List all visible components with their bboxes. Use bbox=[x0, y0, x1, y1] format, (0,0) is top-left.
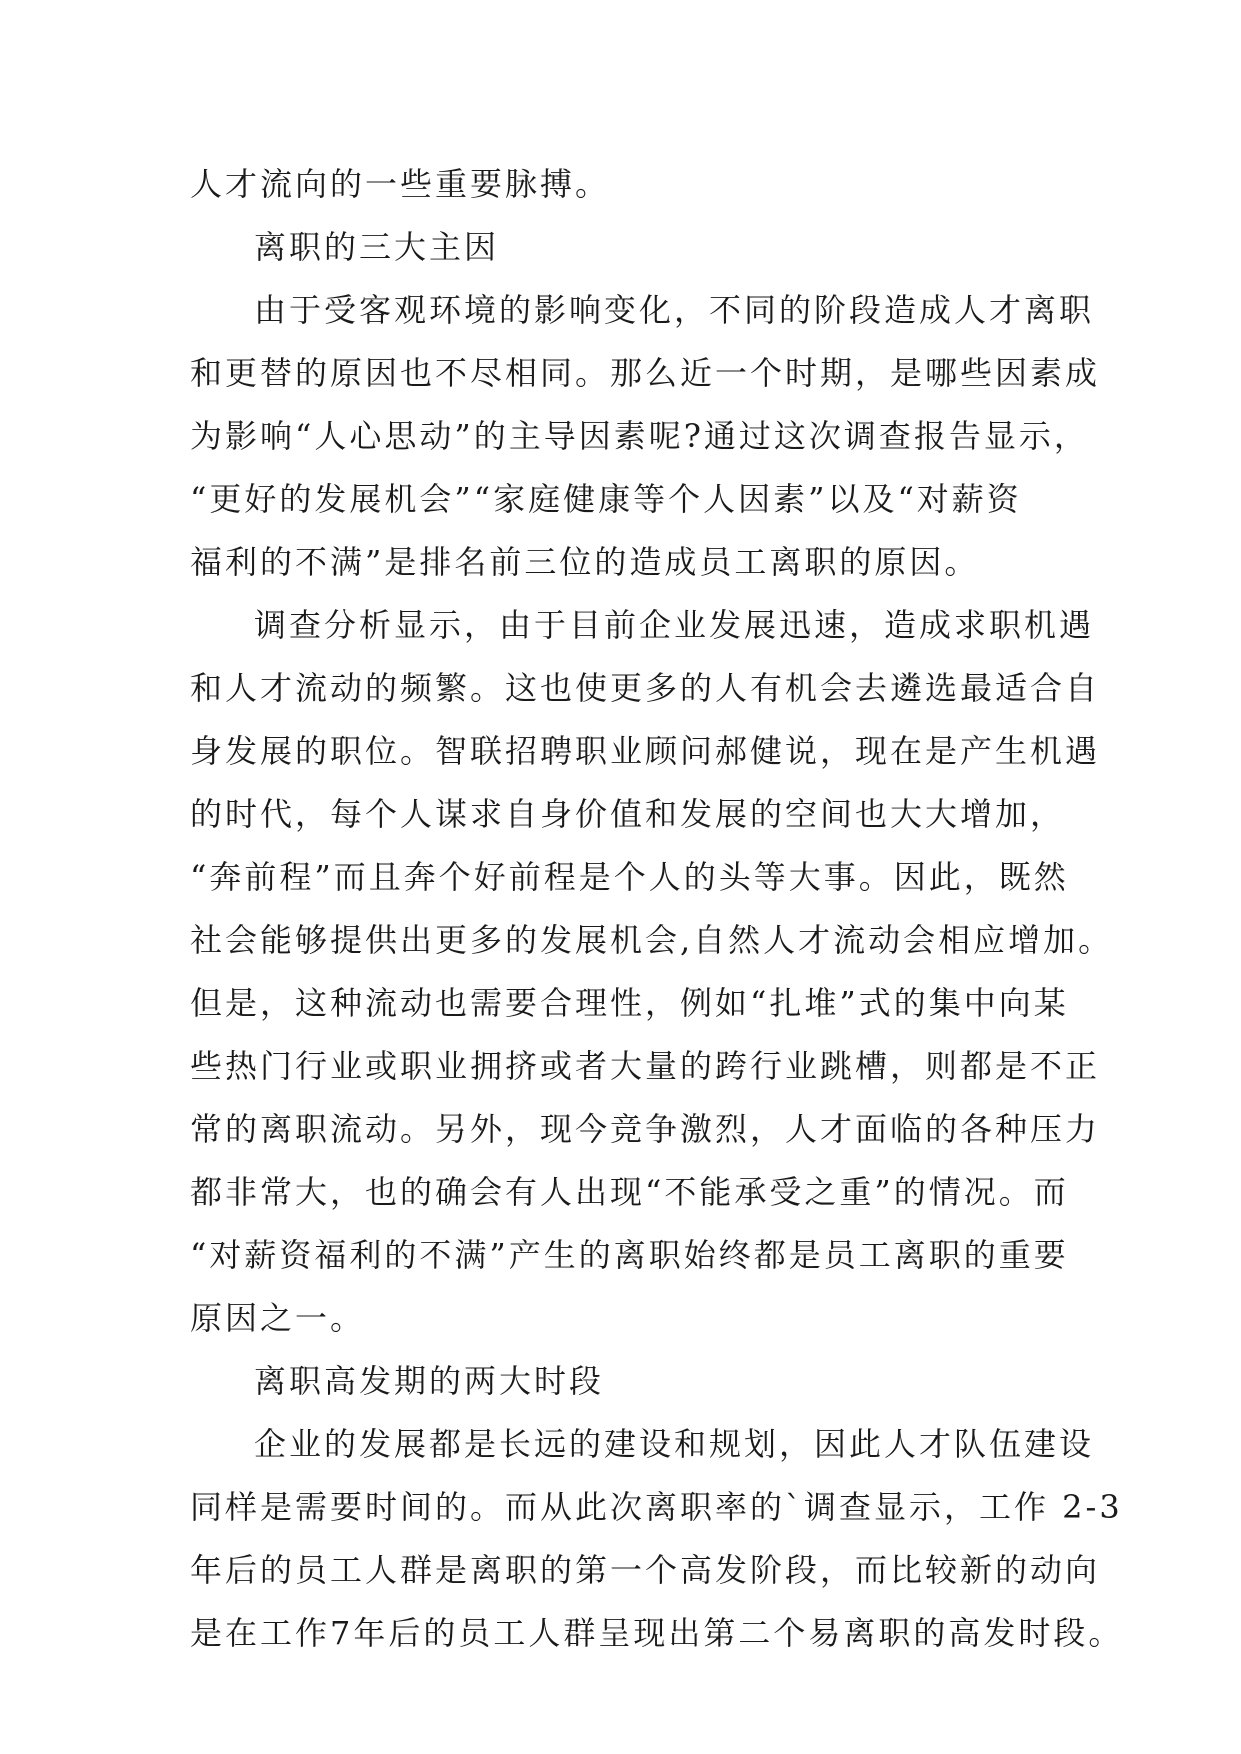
section-heading: 离职高发期的两大时段 bbox=[254, 1362, 605, 1400]
text-line: 的时代，每个人谋求自身价值和发展的空间也大大增加， bbox=[190, 795, 1066, 833]
text-line: 企业的发展都是长远的建设和规划，因此人才队伍建设 bbox=[254, 1425, 1095, 1463]
text-line: 身发展的职位。智联招聘职业顾问郝健说，现在是产生机遇 bbox=[190, 732, 1101, 770]
text-line: 都非常大，也的确会有人出现“不能承受之重”的情况。而 bbox=[190, 1173, 1069, 1211]
text-line: 为影响“人心思动”的主导因素呢?通过这次调查报告显示， bbox=[190, 417, 1089, 455]
text-line: “奔前程”而且奔个好前程是个人的头等大事。因此，既然 bbox=[190, 858, 1069, 896]
section-heading: 离职的三大主因 bbox=[254, 228, 500, 266]
text-line: 是在工作7年后的员工人群呈现出第二个易离职的高发时段。 bbox=[190, 1614, 1124, 1652]
text-line: 调查分析显示，由于目前企业发展迅速，造成求职机遇 bbox=[254, 606, 1095, 644]
text-line: 原因之一。 bbox=[190, 1299, 366, 1337]
text-line: “对薪资福利的不满”产生的离职始终都是员工离职的重要 bbox=[190, 1236, 1069, 1274]
text-line: 由于受客观环境的影响变化，不同的阶段造成人才离职 bbox=[254, 291, 1095, 329]
text-line: 福利的不满”是排名前三位的造成员工离职的原因。 bbox=[190, 543, 980, 581]
text-line: 常的离职流动。另外，现今竞争激烈，人才面临的各种压力 bbox=[190, 1110, 1101, 1148]
text-line: 年后的员工人群是离职的第一个高发阶段，而比较新的动向 bbox=[190, 1551, 1101, 1589]
text-line: 人才流向的一些重要脉搏。 bbox=[190, 165, 611, 203]
text-line: 社会能够提供出更多的发展机会,自然人才流动会相应增加。 bbox=[190, 921, 1114, 959]
text-line: 同样是需要时间的。而从此次离职率的`调查显示，工作 2-3 bbox=[190, 1488, 1123, 1526]
text-line: 和更替的原因也不尽相同。那么近一个时期，是哪些因素成 bbox=[190, 354, 1101, 392]
text-line: 些热门行业或职业拥挤或者大量的跨行业跳槽，则都是不正 bbox=[190, 1047, 1101, 1085]
text-line: “更好的发展机会”“家庭健康等个人因素”以及“对薪资 bbox=[190, 480, 1022, 518]
text-line: 和人才流动的频繁。这也使更多的人有机会去遴选最适合自 bbox=[190, 669, 1101, 707]
text-line: 但是，这种流动也需要合理性，例如“扎堆”式的集中向某 bbox=[190, 984, 1069, 1022]
